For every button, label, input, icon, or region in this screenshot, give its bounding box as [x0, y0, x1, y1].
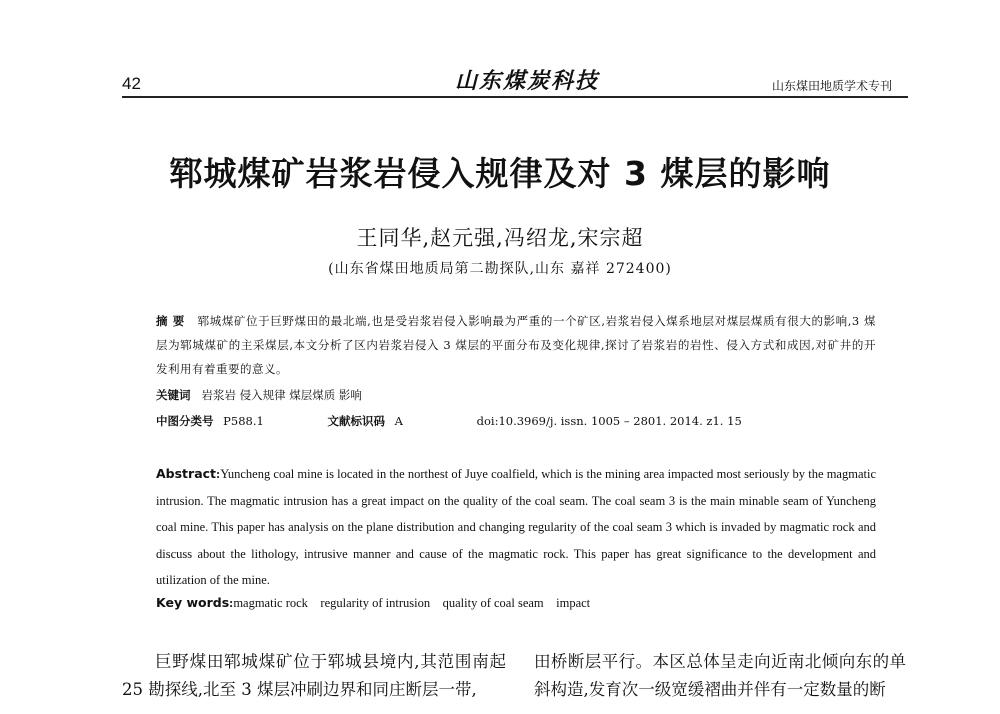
abstract-en-label: Abstract [156, 466, 217, 481]
abstract-cn-label: 摘 要 [156, 314, 185, 328]
abstract-cn-text: 郓城煤矿位于巨野煤田的最北端,也是受岩浆岩侵入影响最为严重的一个矿区,岩浆岩侵入煤系地层对煤层煤质有很大的影响,3 煤层为郓城煤矿的主采煤层,本文分析了区内岩浆岩侵入 3 煤层的平面分布及变化规律,探讨了岩浆岩的岩性、侵入方式和成因,对矿井的开发利用有着重要的意义。 [156, 314, 876, 376]
keywords-cn-label: 关键词 [156, 388, 191, 402]
keywords-en: Key words:magmatic rock regularity of intrusion quality of coal seam impact [156, 595, 591, 610]
keywords-en-label: Key words [156, 595, 230, 610]
doc-code-label: 文献标识码 [327, 414, 385, 428]
journal-logo: 山东煤炭科技 [455, 68, 600, 94]
class-label: 中图分类号 [156, 414, 214, 428]
body-left-column: 巨野煤田郓城煤矿位于郓城县境内,其范围南起25 勘探线,北至 3 煤层冲刷边界和同庄断层一带, [122, 652, 506, 699]
classification-row [156, 409, 856, 433]
abstract-cn [156, 309, 876, 381]
journal-issue: 山东煤田地质学术专刊 [772, 79, 893, 93]
authors: 王同华,赵元强,冯绍龙,宋宗超 [356, 226, 644, 250]
keywords-cn [156, 383, 876, 407]
doc-code-value: A [394, 414, 403, 428]
keywords-cn-text: 岩浆岩 侵入规律 煤层煤质 影响 [201, 388, 362, 402]
abstract-en: Abstract:Yuncheng coal mine is located in the northest of Juye coalfield, which is the mining area impacted most seriously by the magmatic intrusion. The magmatic intrusion has a great impact on the quality of the coal seam. The coal seam 3 is the main minable seam of Yuncheng coal mine. This paper has analysis on the plane distribution and changing regularity of the coal seam 3 which is invaded by magmatic rock and discuss about the lithology, intrusive manner and cause of the magmatic rock. This paper has great significance to the development and utilization of the mine. [156, 466, 876, 587]
doi: doi:10.3969/j. issn. 1005 – 2801. 2014. z1. 15 [476, 414, 742, 428]
keywords-en-text: magmatic rock regularity of intrusion quality of coal seam impact [233, 596, 591, 610]
paper-title: 郓城煤矿岩浆岩侵入规律及对 3 煤层的影响 [169, 154, 831, 193]
class-value: P588.1 [223, 414, 264, 428]
affiliation: (山东省煤田地质局第二勘探队,山东 嘉祥 272400) [328, 261, 672, 277]
abstract-en-text: Yuncheng coal mine is located in the northest of Juye coalfield, which is the mining area impacted most seriously by the magmatic intrusion. The magmatic intrusion has a great impact on the quality of the coal seam. The coal seam 3 is the main minable seam of Yuncheng coal mine. This paper has analysis on the plane distribution and changing regularity of the coal seam 3 which is invaded by magmatic rock and discuss about the lithology, intrusive manner and cause of the magmatic rock. This paper has great significance to the development and utilization of the mine. [156, 467, 876, 587]
header-rule [122, 96, 908, 98]
page-number: 42 [122, 74, 141, 93]
body-right-column: 田桥断层平行。本区总体呈走向近南北倾向东的单斜构造,发育次一级宽缓褶曲并伴有一定数量的断 [534, 652, 906, 699]
